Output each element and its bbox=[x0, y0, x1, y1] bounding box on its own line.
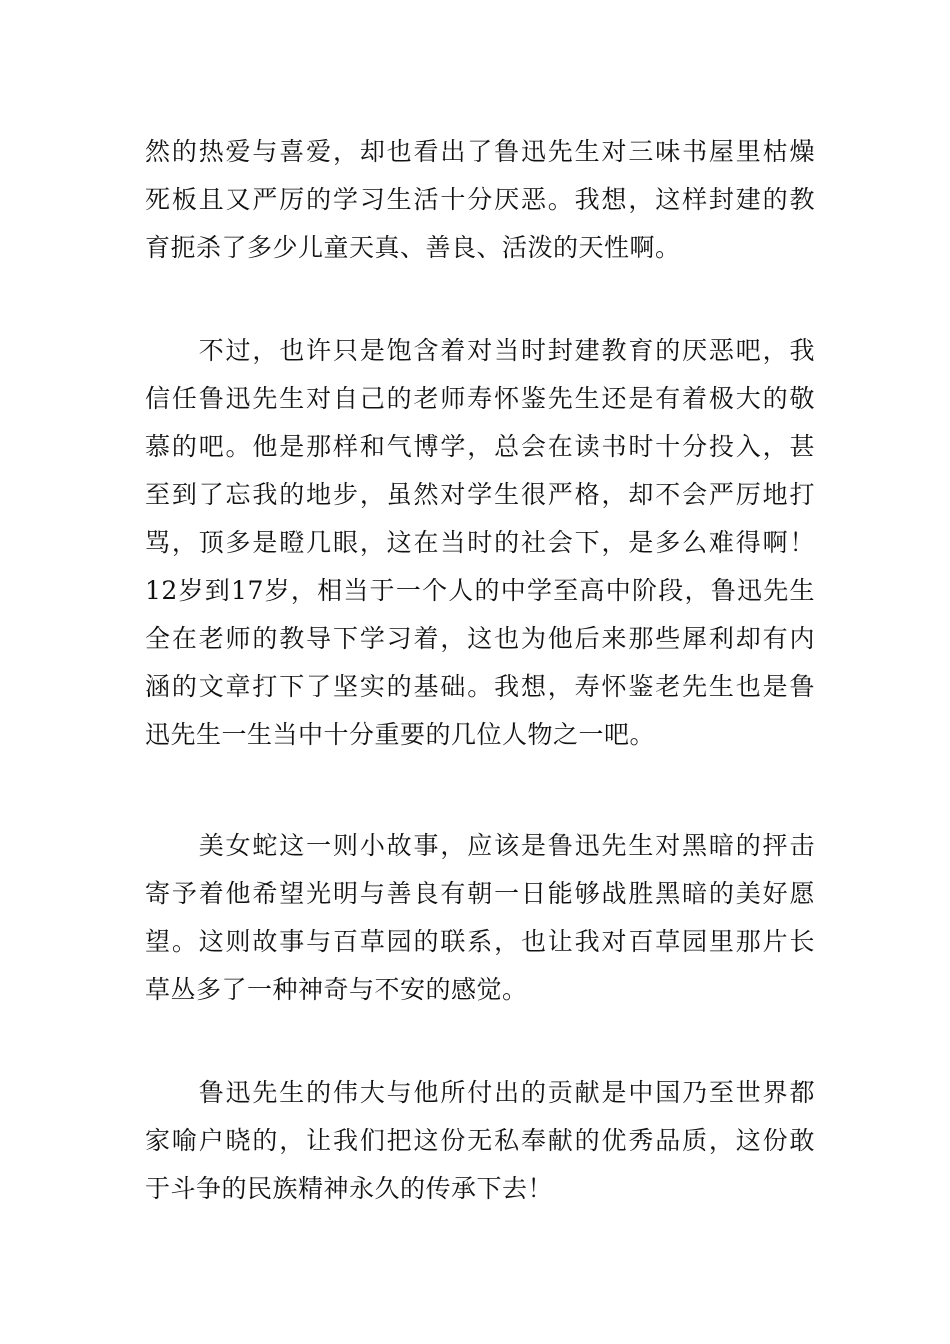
text-line: 美女蛇这一则小故事，应该是鲁迅先生对黑暗的抨击 bbox=[145, 831, 815, 860]
text-line: 骂，顶多是瞪几眼，这在当时的社会下，是多么难得啊！ bbox=[145, 528, 815, 557]
text-line: 12岁到17岁，相当于一个人的中学至高中阶段，鲁迅先生 bbox=[145, 576, 815, 605]
text-line: 迅先生一生当中十分重要的几位人物之一吧。 bbox=[145, 720, 656, 749]
text-line: 望。这则故事与百草园的联系，也让我对百草园里那片长 bbox=[145, 927, 815, 956]
text-line: 育扼杀了多少儿童天真、善良、活泼的天性啊。 bbox=[145, 233, 681, 262]
text-line: 涵的文章打下了坚实的基础。我想，寿怀鉴老先生也是鲁 bbox=[145, 672, 815, 701]
paragraph-3 bbox=[145, 822, 815, 1014]
text-line: 于斗争的民族精神永久的传承下去！ bbox=[145, 1174, 554, 1203]
paragraph-2 bbox=[145, 327, 815, 759]
paragraph-1 bbox=[145, 128, 815, 272]
text-line: 不过，也许只是饱含着对当时封建教育的厌恶吧，我 bbox=[145, 336, 815, 365]
text-line: 死板且又严厉的学习生活十分厌恶。我想，这样封建的教 bbox=[145, 185, 815, 214]
text-line: 家喻户晓的，让我们把这份无私奉献的优秀品质，这份敢 bbox=[145, 1126, 815, 1155]
text-line: 至到了忘我的地步，虽然对学生很严格，却不会严厉地打 bbox=[145, 480, 815, 509]
paragraph-4 bbox=[145, 1069, 815, 1213]
text-line: 草丛多了一种神奇与不安的感觉。 bbox=[145, 975, 528, 1004]
text-line: 鲁迅先生的伟大与他所付出的贡献是中国乃至世界都 bbox=[145, 1078, 815, 1107]
text-line: 然的热爱与喜爱，却也看出了鲁迅先生对三味书屋里枯燥 bbox=[145, 137, 815, 166]
text-line: 寄予着他希望光明与善良有朝一日能够战胜黑暗的美好愿 bbox=[145, 879, 815, 908]
text-line: 慕的吧。他是那样和气博学，总会在读书时十分投入，甚 bbox=[145, 432, 815, 461]
text-line: 全在老师的教导下学习着，这也为他后来那些犀利却有内 bbox=[145, 624, 815, 653]
text-line: 信任鲁迅先生对自己的老师寿怀鉴先生还是有着极大的敬 bbox=[145, 384, 815, 413]
